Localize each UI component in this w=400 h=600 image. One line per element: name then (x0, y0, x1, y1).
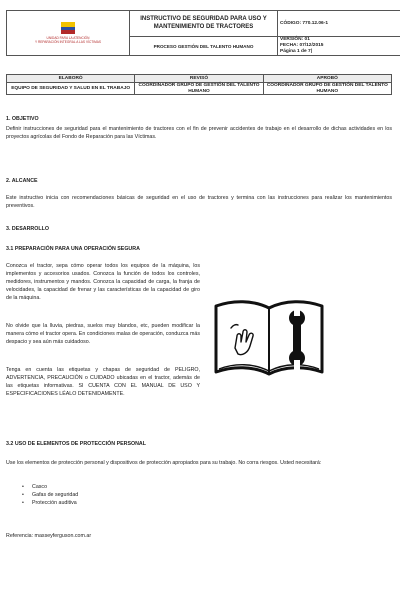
role-aprobo: APROBÓ (263, 75, 391, 83)
logo-text-1: UNIDAD PARA LA ATENCIÓN (46, 36, 90, 40)
logo-text-2: Y REPARACIÓN INTEGRAL A LAS VÍCTIMAS (34, 40, 101, 44)
subsection-preparacion-title: 3.1 PREPARACIÓN PARA UNA OPERACIÓN SEGURA (6, 246, 140, 252)
logo-cell (7, 11, 130, 56)
colombia-flag-stripes-icon (61, 22, 75, 34)
section-objetivo-text: Definir instrucciones de seguridad para el mantenimiento de tractores con el fin de prevenir accidentes de trabajo en el desarrollo de dichas actividades en los proyectos agrícolas del Fondo de Reparación para las Víctimas. (6, 126, 392, 140)
section-objetivo-title: 1. OBJETIVO (6, 116, 39, 122)
meta-cell (278, 37, 400, 56)
preparacion-paragraph-3: Tenga en cuenta las etiquetas y chapas de seguridad de PELIGRO, ADVERTENCIA, PRECAUCIÓN o CUIDADO ubicadas en el tractor, además de las etiquetas informativas. SI CUENTA CON EL MANUAL DE USO Y ESPECIFICACIONES LÉALO DETENIDAMENTE. (6, 367, 200, 397)
preparacion-paragraph-2: No olvide que la lluvia, piedras, suelos muy blandos, etc, pueden modificar la manera cómo el tractor opera. En condiciones malas de operación, conduzca más despacio y sea aún más cuidadoso. (6, 323, 200, 345)
list-item: • Protección auditiva (22, 499, 78, 507)
document-title: INSTRUCTIVO DE SEGURIDAD PARA USO Y MANTENIMIENTO DE TRACTORES (140, 16, 267, 30)
reference-text: Referencia: masseyferguson.com.ar (6, 533, 92, 539)
subsection-epp-title: 3.2 USO DE ELEMENTOS DE PROTECCIÓN PERSONAL (6, 441, 146, 447)
name-reviso: COORDINADOR GRUPO DE GESTIÓN DEL TALENTO HUMANO (135, 83, 263, 95)
role-elaboro: ELABORÓ (7, 75, 135, 83)
document-code: CÓDIGO: 770.12.06-1 (280, 20, 328, 26)
name-aprobo: COORDINADOR GRUPO DE GESTIÓN DEL TALENTO HUMANO (263, 83, 391, 95)
document-header (6, 10, 400, 56)
epp-paragraph: Use los elementos de protección personal y dispositivos de protección apropiados para su trabajo. No corra riesgos. Usted necesitará: (6, 460, 322, 466)
name-elaboro: EQUIPO DE SEGURIDAD Y SALUD EN EL TRABAJO (7, 83, 135, 95)
list-item: • Gafas de seguridad (22, 491, 78, 499)
preparacion-paragraph-1: Conozca el tractor, sepa cómo operar todos los equipos de la máquina, los implementos y accesorios usados. Conozca la función de todos los controles, medidores, instrumentos y mandos. Conozca la capacidad de carga, la franja de velocidades, la capacidad de frenar y las características de la capacidad de giro de la máquina. (6, 263, 200, 301)
section-alcance-text: Este instructivo inicia con recomendaciones básicas de seguridad en el uso de tractores y termina con las instrucciones para realizar los mantenimientos preventivos. (6, 195, 392, 209)
section-desarrollo-title: 3. DESARROLLO (6, 226, 49, 232)
process-cell (130, 37, 278, 56)
manual-book-wrench-icon (213, 296, 325, 380)
section-alcance-title: 2. ALCANCE (6, 178, 38, 184)
document-version: VERSIÓN: 01 (280, 37, 310, 42)
code-cell (278, 11, 400, 37)
page-number: Página 1 de 7| (280, 49, 313, 54)
document-title-cell (130, 11, 278, 37)
list-item: • Casco (22, 483, 78, 491)
ppe-list (22, 483, 78, 507)
signature-table (6, 74, 392, 95)
document-date: FECHA: 07/12/2015 (280, 43, 324, 48)
process-name: PROCESO GESTIÓN DEL TALENTO HUMANO (153, 43, 254, 49)
role-reviso: REVISÓ (135, 75, 263, 83)
